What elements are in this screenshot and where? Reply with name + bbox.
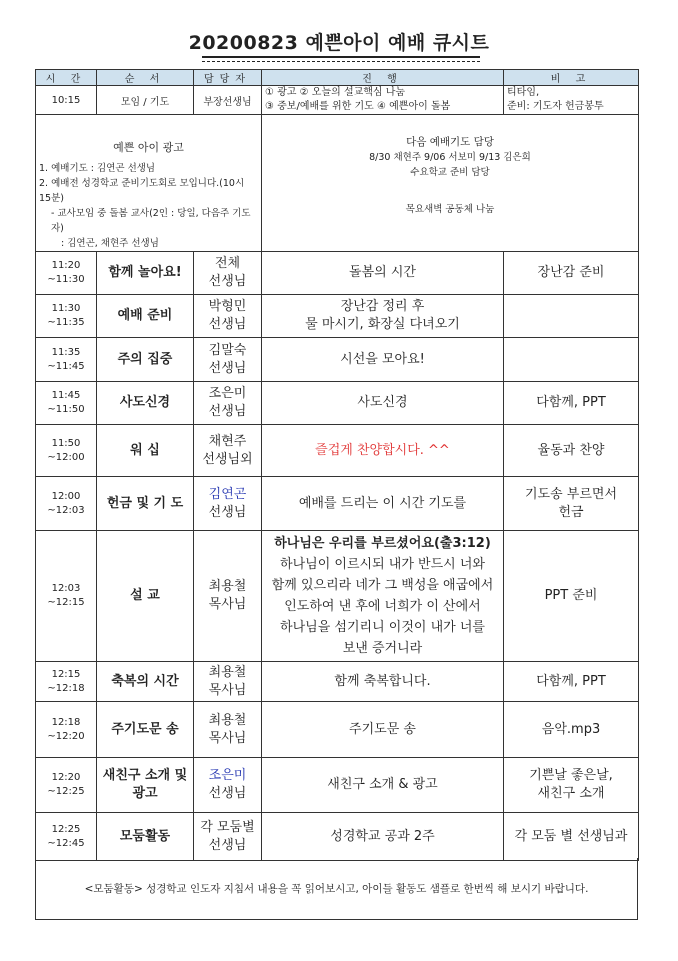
person-name: 조은미 (208, 768, 247, 783)
note-cell (504, 338, 639, 382)
time-start: 11:35 (51, 346, 81, 358)
notices-line: - 교사모임 중 돌봄 교사(2인 : 당일, 다음주 기도자) (51, 208, 251, 234)
footer-text: <모둠활동> 성경학교 인도자 지침서 내용을 꼭 읽어보시고, 아이들 활동도 샘플로 한번씩 해 보시기 바랍니다. (84, 883, 589, 895)
time-cell (36, 531, 97, 662)
progress-cell: 예배를 드리는 이 시간 기도를 (262, 477, 504, 531)
time-end: ~11:45 (47, 360, 85, 372)
person-name: 김연곤 (208, 486, 247, 502)
person-role: 목사님 (208, 682, 247, 698)
sermon-verse: 하나님을 섬기리니 이것이 내가 너를 (280, 620, 485, 635)
time-end: ~11:30 (47, 274, 85, 285)
person-cell (194, 252, 262, 295)
person-role: 선생님 (208, 404, 247, 419)
note-line: 헌금 (558, 504, 584, 520)
sermon-verse: 하나님이 이르시되 내가 반드시 너와 (280, 557, 485, 572)
header-progress: 진 행 (262, 70, 504, 86)
person-role: 선생님외 (202, 451, 253, 467)
notices-line: 2. 예배전 성경학교 준비기도회로 모입니다.(10시 15분) (39, 178, 245, 204)
header-order: 순 서 (97, 70, 194, 86)
time-end: ~12:18 (47, 682, 85, 694)
note-cell: PPT 준비 (504, 531, 639, 662)
person-cell (194, 662, 262, 702)
time-end: ~12:20 (47, 730, 85, 742)
order-cell: 설 교 (97, 531, 194, 662)
opening-order: 모임 / 기도 (97, 86, 194, 115)
header-note: 비 고 (504, 70, 639, 86)
note-cell: 다함께, PPT (504, 662, 639, 702)
note-cell: 각 모둠 별 선생님과 (504, 813, 639, 861)
order-cell: 축복의 시간 (97, 662, 194, 702)
person-cell (194, 425, 262, 477)
notices-line: : 김연곤, 채현주 선생님 (61, 238, 159, 249)
person-cell (194, 382, 262, 425)
title-underline-dashed (202, 61, 480, 62)
note-line: 기도송 부르면서 (524, 486, 618, 502)
progress-cell: 새친구 소개 & 광고 (262, 758, 504, 813)
order-cell: 함께 놀아요! (97, 252, 194, 295)
person-name: 채현주 (208, 433, 247, 449)
person-name: 조은미 (208, 386, 247, 401)
person-role: 목사님 (208, 597, 247, 612)
page-title: 20200823 예쁜아이 예배 큐시트 (188, 32, 490, 54)
note-line: 새친구 소개 (537, 786, 605, 801)
time-cell (36, 758, 97, 813)
order-cell: 주기도문 송 (97, 702, 194, 758)
wed-school-title: 수요학교 준비 담당 (410, 167, 490, 178)
progress-cell: 성경학교 공과 2주 (262, 813, 504, 861)
table-row (36, 477, 639, 531)
note-cell: 다함께, PPT (504, 382, 639, 425)
person-role: 목사님 (208, 730, 247, 746)
sermon-cell (262, 531, 504, 662)
progress-cell: 돌봄의 시간 (262, 252, 504, 295)
time-cell (36, 425, 97, 477)
table-row (36, 702, 639, 758)
person-cell (194, 338, 262, 382)
opening-progress (262, 86, 504, 115)
note-cell (504, 477, 639, 531)
time-end: ~12:00 (47, 451, 85, 463)
person-cell (194, 531, 262, 662)
progress-cell: 즐겁게 찬양합시다. ^^ (262, 425, 504, 477)
person-cell (194, 295, 262, 338)
time-cell (36, 813, 97, 861)
note-cell (504, 758, 639, 813)
person-role: 선생님 (208, 786, 247, 801)
order-cell: 주의 집중 (97, 338, 194, 382)
order-line: 광고 (132, 786, 158, 801)
order-cell (97, 758, 194, 813)
person-name: 김말숙 (208, 342, 247, 358)
time-start: 11:30 (51, 303, 81, 314)
time-start: 12:03 (51, 583, 81, 594)
progress-line: 물 마시기, 화장실 다녀오기 (305, 317, 460, 332)
person-name: 박형민 (208, 299, 247, 314)
table-row (36, 382, 639, 425)
table-row (36, 758, 639, 813)
table-header (36, 70, 639, 86)
footer-note (35, 858, 638, 920)
progress-line: 장난감 정리 후 (340, 299, 425, 314)
time-cell (36, 382, 97, 425)
progress-cell: 함께 축복합니다. (262, 662, 504, 702)
cue-sheet-table (35, 69, 639, 861)
order-cell: 모둠활동 (97, 813, 194, 861)
sermon-verse: 보낸 증거니라 (342, 641, 423, 656)
opening-row (36, 86, 639, 115)
time-start: 12:00 (51, 490, 81, 502)
time-end: ~12:45 (47, 837, 85, 849)
order-line: 새친구 소개 및 (102, 768, 188, 783)
time-cell (36, 252, 97, 295)
table-row (36, 425, 639, 477)
time-cell (36, 477, 97, 531)
table-row (36, 813, 639, 861)
time-start: 12:25 (51, 823, 81, 835)
order-cell: 워 십 (97, 425, 194, 477)
time-start: 11:50 (51, 437, 81, 449)
person-role: 선생님 (208, 837, 247, 853)
header-person: 담당자 (194, 70, 262, 86)
time-cell (36, 702, 97, 758)
note-cell (504, 295, 639, 338)
time-end: ~12:15 (47, 597, 85, 608)
time-start: 12:15 (51, 668, 81, 680)
notices-panel (36, 115, 262, 252)
person-name: 최용철 (208, 712, 247, 728)
saturday-sharing: 목요새벽 공동체 나눔 (405, 204, 495, 215)
table-row (36, 662, 639, 702)
person-name: 각 모둠별 (200, 819, 255, 835)
person-name: 최용철 (208, 664, 247, 680)
person-cell (194, 702, 262, 758)
person-name: 전체 (214, 256, 241, 271)
title-underline (202, 56, 480, 58)
progress-cell: 주기도문 송 (262, 702, 504, 758)
person-role: 선생님 (208, 317, 247, 332)
table-row (36, 531, 639, 662)
sermon-title: 하나님은 우리를 부르셨어요(출3:12) (274, 536, 491, 551)
time-end: ~11:35 (47, 317, 85, 328)
opening-note (504, 86, 639, 115)
time-cell (36, 662, 97, 702)
progress-cell: 시선을 모아요! (262, 338, 504, 382)
time-start: 11:45 (51, 390, 81, 401)
opening-progress-line1: ① 광고 ② 오늘의 설교핵심 나눔 (265, 87, 406, 98)
person-cell (194, 758, 262, 813)
table-row (36, 252, 639, 295)
person-role: 선생님 (208, 274, 247, 289)
notices-title: 예쁜 아이 광고 (113, 141, 184, 154)
time-start: 11:20 (51, 260, 81, 271)
time-end: ~12:03 (47, 504, 85, 516)
person-cell (194, 477, 262, 531)
order-cell: 사도신경 (97, 382, 194, 425)
note-cell: 음악.mp3 (504, 702, 639, 758)
time-start: 12:18 (51, 716, 81, 728)
opening-time: 10:15 (36, 86, 97, 115)
table-row (36, 295, 639, 338)
time-start: 12:20 (51, 772, 81, 783)
time-end: ~11:50 (47, 404, 85, 415)
table-row (36, 338, 639, 382)
person-name: 최용철 (208, 579, 247, 594)
opening-note-line2: 준비: 기도자 헌금봉투 (507, 101, 604, 112)
person-cell (194, 813, 262, 861)
progress-cell (262, 295, 504, 338)
notices-line: 1. 예배기도 : 김연곤 선생님 (39, 163, 156, 174)
next-prayer-schedule: 8/30 채현주 9/06 서보미 9/13 김은희 (369, 152, 531, 163)
next-week-panel (262, 115, 639, 252)
info-row (36, 115, 639, 252)
progress-cell: 사도신경 (262, 382, 504, 425)
order-cell: 헌금 및 기 도 (97, 477, 194, 531)
sermon-verse: 인도하여 낸 후에 너희가 이 산에서 (284, 599, 481, 614)
time-end: ~12:25 (47, 786, 85, 797)
note-cell: 율동과 찬양 (504, 425, 639, 477)
header-time: 시 간 (36, 70, 97, 86)
note-cell: 장난감 준비 (504, 252, 639, 295)
time-cell (36, 295, 97, 338)
opening-note-line1: 티타임, (507, 87, 540, 98)
person-role: 선생님 (208, 504, 247, 520)
opening-progress-line2: ③ 중보/예배를 위한 기도 ④ 예쁜아이 돌봄 (265, 101, 451, 112)
opening-person: 부장선생님 (194, 86, 262, 115)
note-line: 기쁜날 좋은날, (529, 768, 613, 783)
person-role: 선생님 (208, 360, 247, 376)
sermon-verse: 함께 있으리라 네가 그 백성을 애굽에서 (271, 578, 494, 593)
time-cell (36, 338, 97, 382)
next-prayer-title: 다음 예배기도 담당 (406, 136, 494, 148)
order-cell: 예배 준비 (97, 295, 194, 338)
